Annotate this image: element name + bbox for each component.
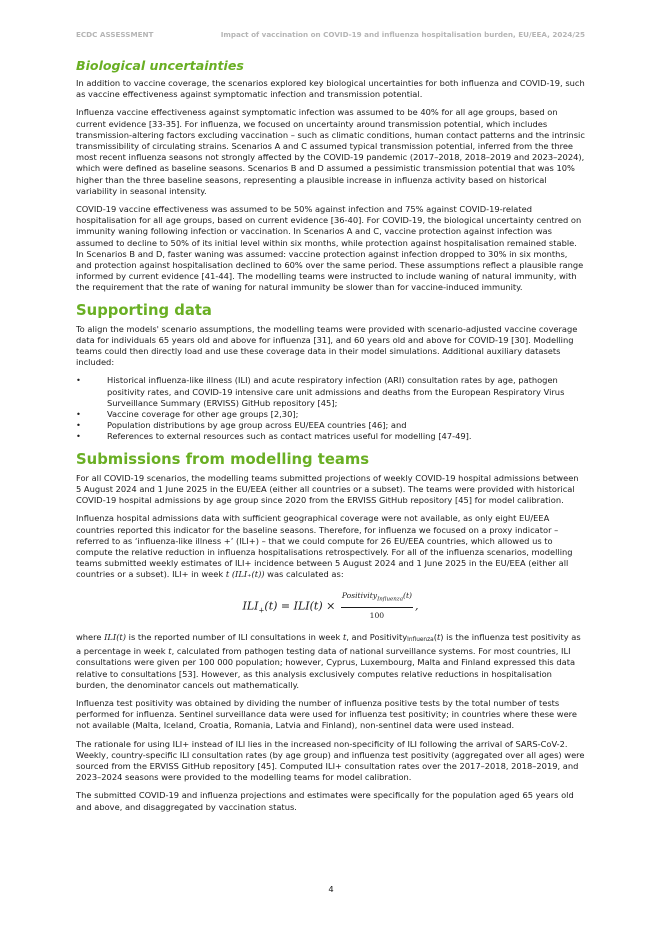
list-item xyxy=(76,375,585,409)
list-item xyxy=(76,420,585,431)
section-heading-biological-uncertainties: Biological uncertainties xyxy=(76,58,244,73)
list-item xyxy=(76,431,585,442)
list-item xyxy=(76,409,585,420)
list-item-text: Historical influenza-like illness (ILI) and acute respiratory infection (ARI) consultation rates by age, pathogen positivity rates, and COVID-19 intensive care unit admissions and deaths from the European Respiratory Virus Surveillance Summary (ERVISS) GitHub repository [45]; xyxy=(107,375,565,408)
section-heading-submissions: Submissions from modelling teams xyxy=(76,450,370,468)
header-title: Impact of vaccination on COVID-19 and influenza hospitalisation burden, EU/EEA, 2024/25 xyxy=(220,30,585,39)
formula-numerator: Positivity$_{Influenza}$(t) xyxy=(341,589,413,609)
section-heading-supporting-data: Supporting data xyxy=(76,301,212,319)
bullet-icon: • xyxy=(76,375,81,386)
list-item-text: References to external resources such as contact matrices useful for modelling [47-49]. xyxy=(107,431,472,442)
bullet-icon: • xyxy=(76,431,81,442)
paragraph: In addition to vaccine coverage, the scenarios explored key biological uncertainties for both influenza and COVID-19, such as vaccine effectiveness against symptomatic infection and transmission potential. xyxy=(76,78,585,100)
page-number: 4 xyxy=(328,884,334,894)
paragraph: To align the models' scenario assumptions, the modelling teams were provided with scenario-adjusted vaccine coverage data for individuals 65 years old and above for influenza [31], and 60 years old and above for COVID-19 [30]. Modelling teams could then directly load and use these coverage data in their model simulations. Additional auxiliary datasets included: xyxy=(76,323,578,368)
header-label: ECDC ASSESSMENT xyxy=(76,30,154,39)
paragraph: The rationale for using ILI+ instead of ILI lies in the increased non-specificity of ILI following the arrival of SARS-CoV-2. Weekly, country-specific ILI consultation rates (by age group) and influenza test positivity (aggregated over all ages) were sourced from the ERVISS GitHub repository [45]. Computed ILI+ consultation rates over the 2017–2018, 2018–2019, and 2023–2024 seasons were provided to the modelling teams for model calibration. xyxy=(76,738,585,783)
bullet-icon: • xyxy=(76,420,81,431)
paragraph: COVID-19 vaccine effectiveness was assumed to be 50% against infection and 75% against COVID-19-related hospitalisation for all age groups, based on current evidence [36-40]. For COVID-19, the biological uncertainty centred on immunity waning following infection or vaccination. In Scenarios A and C, vaccine protection against infection was assumed to decline to 50% of its initial level within six months, while protection against hospitalisation remained stable. In Scenarios B and D, faster waning was assumed: vaccine protection against infection dropped to 30% in six months, and protection against hospitalisation declined to 60% over the same period. These assumptions reflect a plausible range informed by current evidence [41-44]. The modelling teams were instructed to include waning of natural immunity, with the requirement that the rate of waning for natural immunity be slower than for vaccine-induced immunity. xyxy=(76,204,584,293)
formula-denominator: 100 xyxy=(369,611,385,621)
paragraph: Influenza vaccine effectiveness against symptomatic infection was assumed to be 40% for all age groups, based on current evidence [33-35]. For influenza, we focused on uncertainty around transmission potential, which includes transmission-altering factors excluding vaccination – such as climatic conditions, human contact patterns and the intrinsic transmissibility of circulating strains. Scenarios A and C assumed typical transmission potential, inferred from the three most recent influenza seasons not strongly affected by the COVID-19 pandemic (2017–2018, 2018–2019 and 2023–2024), which were defined as baseline seasons. Scenarios B and D assumed a pessimistic transmission potential that was 10% higher than the three baseline seasons, representing a plausible increase in influenza activity based on historical variability in seasonal intensity. xyxy=(76,107,585,196)
page-header xyxy=(76,30,585,42)
bullet-list xyxy=(76,375,585,442)
paragraph: Influenza test positivity was obtained by dividing the number of influenza positive tests by the total number of tests performed for influenza. Sentinel surveillance data were used for influenza test positivity; in countries where these were not available (Malta, Iceland, Croatia, Romania, Latvia and Finland), non-sentinel data were used instead. xyxy=(76,698,578,731)
bullet-icon: • xyxy=(76,409,81,420)
formula-fraction xyxy=(341,589,413,624)
paragraph-ili-definition: where ILI(t) is the reported number of ILI consultations in week t, and PositivityInfluenza(t) is the influenza test positivity as a percentage in week t, calculated from pathogen testing data of national surveillance systems. For most countries, ILI consultations were given per 100 000 population; however, Cyprus, Luxembourg, Malta and Finland expressed this data relative to consultations [53]. However, as this analysis exclusively computes relative reductions in hospitalisation burden, the denominator cancels out mathematically. xyxy=(76,632,581,690)
paragraph: The submitted COVID-19 and influenza projections and estimates were specifically for the population aged 65 years old and above, and disaggregated by vaccination status. xyxy=(76,790,574,812)
paragraph: For all COVID-19 scenarios, the modelling teams submitted projections of weekly COVID-19 hospital admissions between 5 August 2024 and 1 June 2025 in the EU/EEA (either all countries or a subset). The teams were provided with historical COVID-19 hospital admissions by age group since 2020 from the ERVISS GitHub repository [45] for model calibration. xyxy=(76,472,579,506)
paragraph-ili-intro: Influenza hospital admissions data with sufficient geographical coverage were not available, as only eight EU/EEA countries reported this indicator for the baseline seasons. Therefore, for influenza we focused on a proxy indicator – referred to as ‘influenza-like illness +’ (ILI+) – that we could compute for 26 EU/EEA countries, which allowed us to compute the relative reduction in influenza hospitalisations retrospectively. For all of the influenza scenarios, modelling teams submitted weekly estimates of ILI+ incidence between 5 August 2024 and 1 June 2025 in the EU/EEA (either all countries or a subset). ILI+ in week t (ILI₊(t)) was calculated as: xyxy=(76,513,573,580)
ili-plus-formula: $ILI_+(t) = ILI(t)$ × $\frac{Positivity_{Influenza}(t)}{100}$ , xyxy=(76,589,585,624)
list-item-text: Population distributions by age group across EU/EEA countries [46]; and xyxy=(107,420,407,431)
document-body xyxy=(76,55,585,820)
list-item-text: Vaccine coverage for other age groups [2,30]; xyxy=(107,409,299,420)
